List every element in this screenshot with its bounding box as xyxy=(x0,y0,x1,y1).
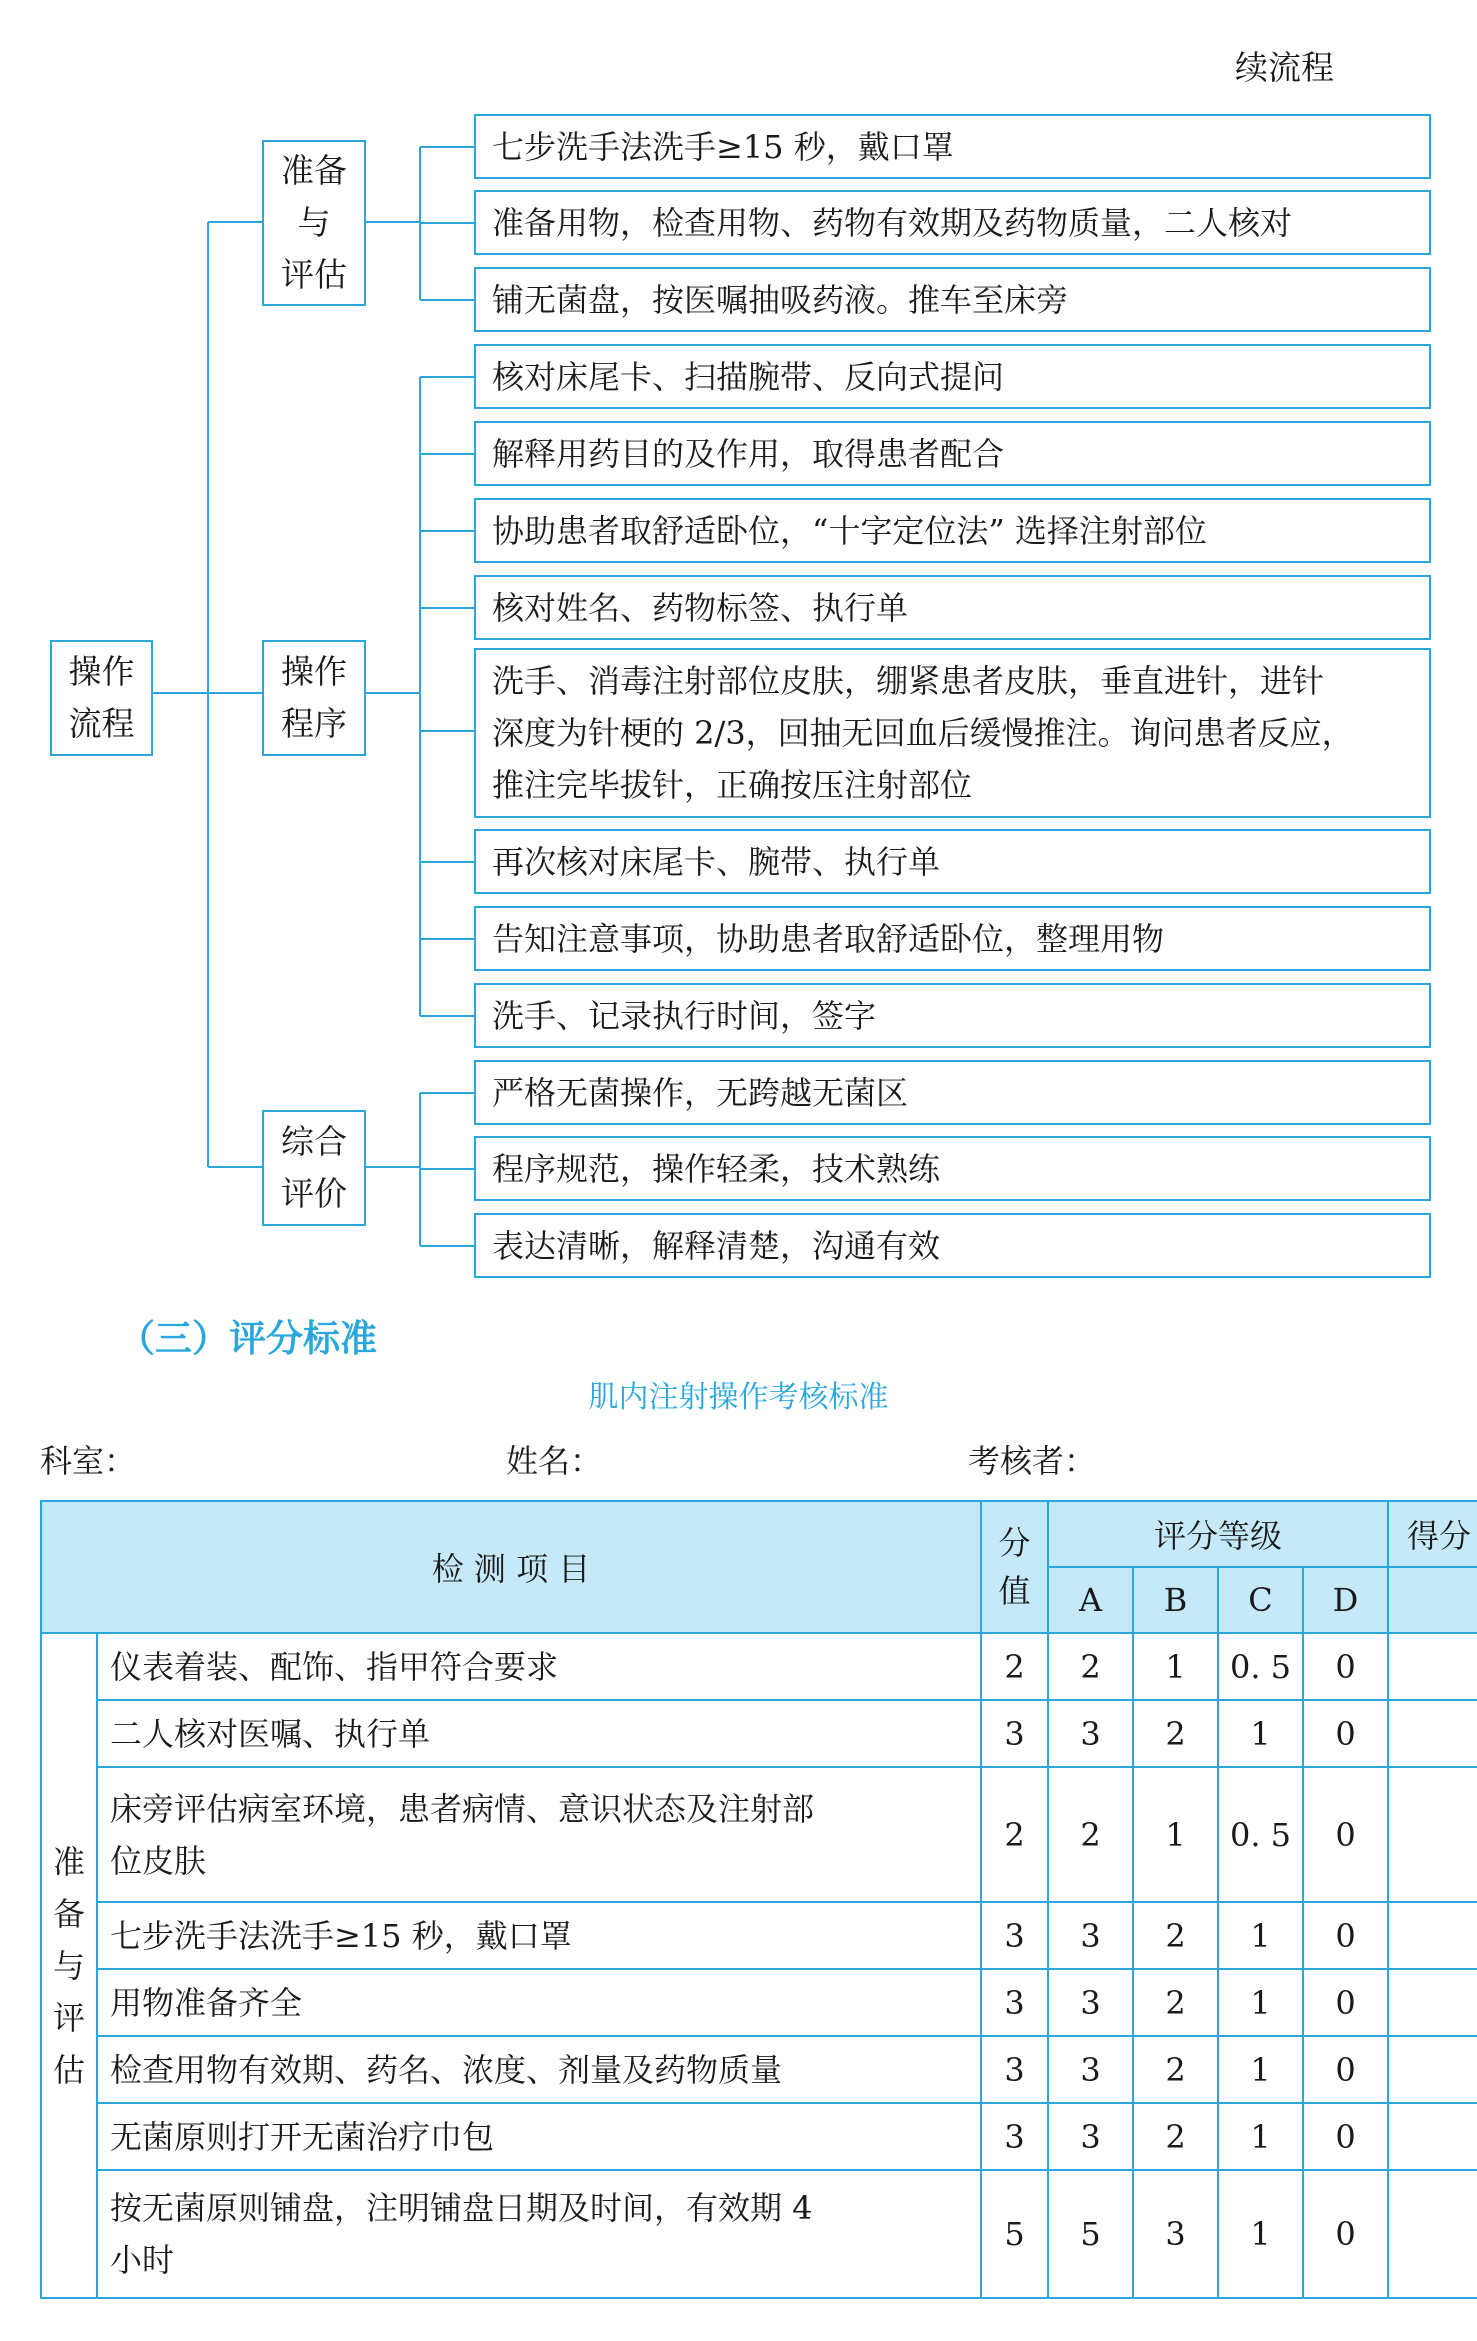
row-grade-c: 1 xyxy=(1218,2103,1303,2170)
group-node-procedure xyxy=(262,640,366,756)
row-grade-a: 3 xyxy=(1048,2103,1133,2170)
table-row xyxy=(41,2103,1477,2170)
row-grade-c: 1 xyxy=(1218,1969,1303,2036)
header-grade-a: A xyxy=(1048,1567,1133,1633)
row-item: 检查用物有效期、药名、浓度、剂量及药物质量 xyxy=(97,2036,981,2103)
row-item: 无菌原则打开无菌治疗巾包 xyxy=(97,2103,981,2170)
flow-step: 七步洗手法洗手≥15 秒，戴口罩 xyxy=(474,114,1431,179)
row-got xyxy=(1388,2036,1477,2103)
group-node-prepare xyxy=(262,140,366,306)
row-score: 3 xyxy=(981,1902,1048,1969)
flow-step: 程序规范，操作轻柔，技术熟练 xyxy=(474,1136,1431,1201)
row-grade-b: 2 xyxy=(1133,1700,1218,1767)
row-got xyxy=(1388,1902,1477,1969)
row-grade-a: 3 xyxy=(1048,2036,1133,2103)
flow-step-line: 洗手、消毒注射部位皮肤，绷紧患者皮肤，垂直进针，进针 xyxy=(492,662,1325,700)
row-grade-d: 0 xyxy=(1303,2170,1388,2298)
table-row xyxy=(41,1633,1477,1700)
row-grade-a: 2 xyxy=(1048,1767,1133,1902)
row-got xyxy=(1388,1767,1477,1902)
row-score: 5 xyxy=(981,2170,1048,2298)
row-grade-c: 0. 5 xyxy=(1218,1767,1303,1902)
flow-step: 告知注意事项，协助患者取舒适卧位，整理用物 xyxy=(474,906,1431,971)
flow-root-node xyxy=(50,640,153,756)
row-grade-c: 1 xyxy=(1218,2170,1303,2298)
row-grade-a: 2 xyxy=(1048,1633,1133,1700)
table-row xyxy=(41,1969,1477,2036)
row-grade-b: 1 xyxy=(1133,1767,1218,1902)
row-got xyxy=(1388,1700,1477,1767)
root-label-line: 操作 xyxy=(68,652,135,691)
row-got xyxy=(1388,2170,1477,2298)
row-grade-d: 0 xyxy=(1303,1700,1388,1767)
group-label-line: 综合 xyxy=(281,1122,347,1161)
row-grade-b: 2 xyxy=(1133,1902,1218,1969)
row-item: 七步洗手法洗手≥15 秒，戴口罩 xyxy=(97,1902,981,1969)
flow-step: 解释用药目的及作用，取得患者配合 xyxy=(474,421,1431,486)
row-item: 仪表着装、配饰、指甲符合要求 xyxy=(97,1633,981,1700)
flow-step: 表达清晰，解释清楚，沟通有效 xyxy=(474,1213,1431,1278)
row-item: 按无菌原则铺盘，注明铺盘日期及时间，有效期 4 小时 xyxy=(97,2170,981,2298)
row-grade-d: 0 xyxy=(1303,1969,1388,2036)
row-score: 3 xyxy=(981,1700,1048,1767)
row-got xyxy=(1388,1969,1477,2036)
flow-step-line: 深度为针梗的 2/3，回抽无回血后缓慢推注。询问患者反应， xyxy=(492,714,1354,752)
header-got: 得分 xyxy=(1388,1501,1477,1567)
row-got xyxy=(1388,2103,1477,2170)
group-node-evaluation xyxy=(262,1110,366,1226)
table-row xyxy=(41,1700,1477,1767)
group-label-line: 与 xyxy=(297,203,331,242)
row-grade-d: 0 xyxy=(1303,1767,1388,1902)
row-grade-b: 2 xyxy=(1133,2036,1218,2103)
group-label-line: 程序 xyxy=(281,704,347,743)
flow-step: 洗手、记录执行时间，签字 xyxy=(474,983,1431,1048)
row-grade-c: 1 xyxy=(1218,1902,1303,1969)
row-grade-a: 5 xyxy=(1048,2170,1133,2298)
flow-step: 准备用物，检查用物、药物有效期及药物质量，二人核对 xyxy=(474,190,1431,255)
category-cell: 准 备 与 评 估 xyxy=(41,1633,97,2298)
flow-step: 再次核对床尾卡、腕带、执行单 xyxy=(474,829,1431,894)
meta-name-label: 姓名： xyxy=(506,1442,603,1480)
table-row xyxy=(41,2036,1477,2103)
row-score: 2 xyxy=(981,1767,1048,1902)
row-grade-a: 3 xyxy=(1048,1969,1133,2036)
group-label-line: 评估 xyxy=(281,255,347,294)
header-grade: 评分等级 xyxy=(1048,1501,1388,1567)
header-item: 检 测 项 目 xyxy=(41,1501,981,1633)
group-label-line: 评价 xyxy=(281,1174,347,1213)
row-grade-c: 1 xyxy=(1218,2036,1303,2103)
header-got-blank xyxy=(1388,1567,1477,1633)
header-grade-b: B xyxy=(1133,1567,1218,1633)
table-row xyxy=(41,1767,1477,1902)
meta-dept-label: 科室： xyxy=(40,1442,137,1480)
row-grade-d: 0 xyxy=(1303,1902,1388,1969)
row-grade-d: 0 xyxy=(1303,1633,1388,1700)
flow-step-line: 推注完毕拔针，正确按压注射部位 xyxy=(492,766,973,804)
flow-step: 核对床尾卡、扫描腕带、反向式提问 xyxy=(474,344,1431,409)
flow-step: 铺无菌盘，按医嘱抽吸药液。推车至床旁 xyxy=(474,267,1431,332)
row-got xyxy=(1388,1633,1477,1700)
row-score: 2 xyxy=(981,1633,1048,1700)
row-item: 二人核对医嘱、执行单 xyxy=(97,1700,981,1767)
row-grade-b: 2 xyxy=(1133,2103,1218,2170)
row-score: 3 xyxy=(981,2036,1048,2103)
flow-step: 协助患者取舒适卧位，“十字定位法” 选择注射部位 xyxy=(474,498,1431,563)
row-score: 3 xyxy=(981,1969,1048,2036)
header-score: 分 值 xyxy=(981,1501,1048,1633)
table-row xyxy=(41,2170,1477,2298)
row-grade-b: 1 xyxy=(1133,1633,1218,1700)
header-grade-d: D xyxy=(1303,1567,1388,1633)
row-grade-c: 0. 5 xyxy=(1218,1633,1303,1700)
row-grade-b: 3 xyxy=(1133,2170,1218,2298)
group-label-line: 操作 xyxy=(281,652,347,691)
row-item: 用物准备齐全 xyxy=(97,1969,981,2036)
scoring-table xyxy=(40,1500,1477,2299)
row-grade-a: 3 xyxy=(1048,1700,1133,1767)
header-grade-c: C xyxy=(1218,1567,1303,1633)
section-heading: （三）评分标准 xyxy=(118,1317,377,1360)
flow-step: 核对姓名、药物标签、执行单 xyxy=(474,575,1431,640)
group-label-line: 准备 xyxy=(281,151,347,190)
table-title: 肌内注射操作考核标准 xyxy=(588,1380,889,1415)
continuation-label: 续流程 xyxy=(1235,48,1334,87)
table-row xyxy=(41,1902,1477,1969)
row-grade-d: 0 xyxy=(1303,2103,1388,2170)
meta-examiner-label: 考核者： xyxy=(968,1442,1097,1480)
row-grade-d: 0 xyxy=(1303,2036,1388,2103)
row-grade-b: 2 xyxy=(1133,1969,1218,2036)
row-item: 床旁评估病室环境，患者病情、意识状态及注射部 位皮肤 xyxy=(97,1767,981,1902)
row-score: 3 xyxy=(981,2103,1048,2170)
root-label-line: 流程 xyxy=(68,704,135,743)
row-grade-a: 3 xyxy=(1048,1902,1133,1969)
flow-step: 严格无菌操作，无跨越无菌区 xyxy=(474,1060,1431,1125)
flow-step xyxy=(474,648,1431,818)
row-grade-c: 1 xyxy=(1218,1700,1303,1767)
